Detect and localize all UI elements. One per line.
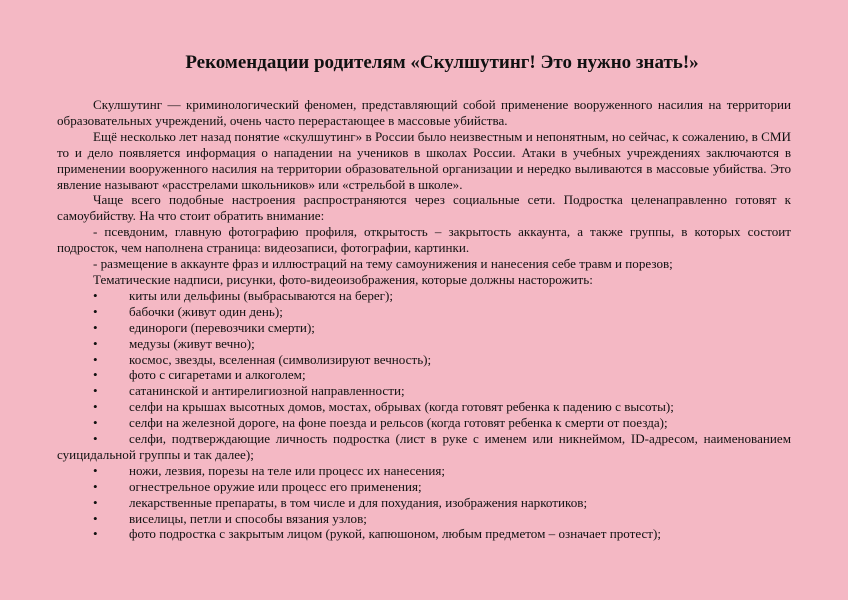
list-item: • бабочки (живут один день); xyxy=(93,303,283,319)
list-item: • киты или дельфины (выбрасываются на берег); xyxy=(93,287,394,303)
list-item: • селфи на железной дороге, на фоне поезда и рельсов (когда готовят ребенка к смерти от поезда); xyxy=(93,415,668,431)
bullet-icon: • xyxy=(93,367,98,383)
list-item: • космос, звезды, вселенная (символизируют вечность); xyxy=(93,351,432,367)
bullet-icon: • xyxy=(93,431,98,447)
list-item: • сатанинской и антирелигиозной направленности; xyxy=(93,383,405,399)
list-item: • лекарственные препараты, в том числе и для похудания, изображения наркотиков; xyxy=(93,494,588,510)
list-item: • фото с сигаретами и алкоголем; xyxy=(93,367,306,383)
list-item: • фото подростка с закрытым лицом (рукой, капюшоном, любым предметом – означает протест); xyxy=(93,526,662,542)
bullet-icon: • xyxy=(93,399,98,415)
page-title: Рекомендации родителям «Скулшутинг! Это нужно знать!» xyxy=(185,52,699,73)
bullet-icon: • xyxy=(93,303,98,319)
paragraph-social-networks: Чаще всего подобные настроения распространяются через социальные сети. Подростка целенаправленно готовят к самоубийству. На что стоит обратить внимание: xyxy=(57,192,791,224)
list-item: • медузы (живут вечно); xyxy=(93,335,255,351)
list-item: • селфи на крышах высотных домов, мостах, обрывах (когда готовят ребенка к падению с высоты); xyxy=(93,399,674,415)
list-item: • селфи, подтверждающие личность подростка (лист в руке с именем или никнеймом, ID-адресом, наименованием суицидальной группы и так далее); xyxy=(57,431,791,462)
paragraph-warning-images: Тематические надписи, рисунки, фото-видеоизображения, которые должны насторожить: xyxy=(93,271,593,287)
bullet-icon: • xyxy=(93,287,98,303)
list-item: • ножи, лезвия, порезы на теле или процесс их нанесения; xyxy=(93,462,446,478)
bullet-icon: • xyxy=(93,383,98,399)
bullet-icon: • xyxy=(93,351,98,367)
list-item: • единороги (перевозчики смерти); xyxy=(93,319,315,335)
list-item: • виселицы, петли и способы вязания узлов; xyxy=(93,510,367,526)
bullet-icon: • xyxy=(93,478,98,494)
paragraph-definition: Скулшутинг — криминологический феномен, представляющий собой применение вооруженного насилия на территории образовательных учреждений, очень часто перерастающее в массовые убийства. xyxy=(57,97,791,128)
bullet-icon: • xyxy=(93,415,98,431)
document-body xyxy=(57,97,791,542)
warning-signs-list xyxy=(57,288,791,543)
list-item: • огнестрельное оружие или процесс его применения; xyxy=(93,478,422,494)
paragraph-context: Ещё несколько лет назад понятие «скулшутинг» в России было неизвестным и непонятным, но сейчас, к сожалению, в СМИ то и дело появляется информация о нападении на учеников в школах России. Атаки в учебных учреждениях заключаются в применении вооруженного насилия на территории образовательной организации и нередко выливаются в массовые убийства. Это явление называют «расстрелами школьников» или «стрельбой в школе». xyxy=(57,128,791,192)
bullet-icon: • xyxy=(93,335,98,351)
paragraph-self-harm: - размещение в аккаунте фраз и иллюстраций на тему самоунижения и нанесения себе травм и порезов; xyxy=(93,256,673,272)
bullet-icon: • xyxy=(93,319,98,335)
bullet-icon: • xyxy=(93,526,98,542)
bullet-icon: • xyxy=(93,494,98,510)
bullet-icon: • xyxy=(93,510,98,526)
bullet-icon: • xyxy=(93,462,98,478)
paragraph-profile-check: - псевдоним, главную фотографию профиля, открытость – закрытость аккаунта, а также группы, в которых состоит подросток, чем наполнена страница: видеозаписи, фотографии, картинки. xyxy=(57,224,791,256)
